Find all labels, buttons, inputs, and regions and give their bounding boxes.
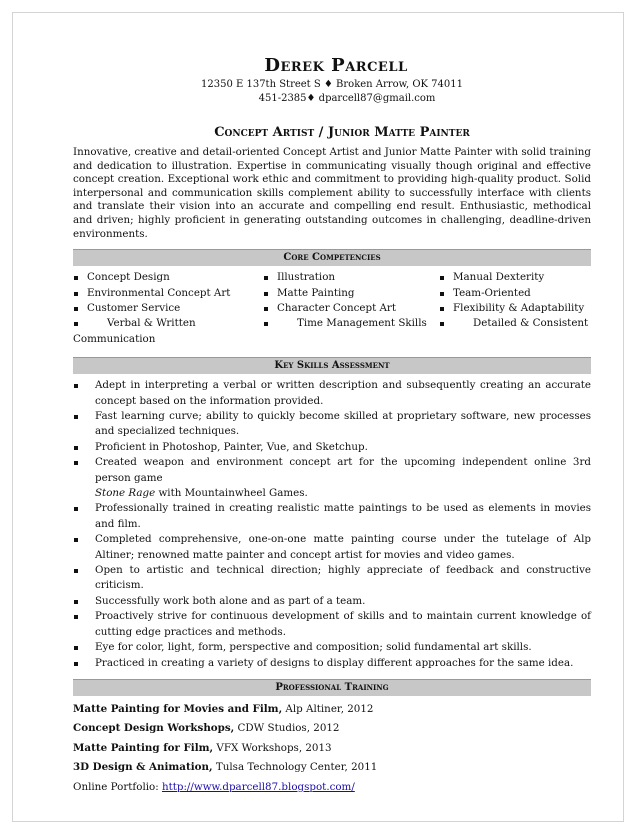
portfolio-label: Online Portfolio: (73, 780, 162, 793)
competencies-grid (73, 270, 591, 347)
competency-item-text: Detailed & Consistent (473, 317, 589, 330)
training-course: Matte Painting for Film, (73, 741, 214, 754)
training-item (73, 739, 591, 759)
competencies-heading: Core Competencies (73, 249, 591, 266)
address-line: 12350 E 137th Street S ♦ Broken Arrow, OK 74011 (201, 79, 463, 90)
competency-item: Concept Design (73, 270, 263, 285)
training-list (73, 700, 591, 798)
document-page (12, 12, 624, 822)
role-title: Concept Artist / Junior Matte Painter (214, 125, 470, 140)
training-detail: Alp Altiner, 2012 (282, 702, 374, 715)
skill-item-text: Created weapon and environment concept art for the upcoming independent online 3rd person game (95, 456, 591, 484)
game-title: Stone Rage (95, 487, 156, 500)
training-detail: Tulsa Technology Center, 2011 (212, 761, 378, 774)
competency-item: Team-Oriented (439, 286, 591, 301)
competency-item: Illustration (263, 270, 439, 285)
training-course: Matte Painting for Movies and Film, (73, 702, 283, 715)
skill-item: Proactively strive for continuous development of skills and to maintain current knowledge of cutting edge practices and methods. (73, 609, 591, 640)
training-heading: Professional Training (73, 679, 591, 696)
skill-item-text: with Mountainwheel Games. (155, 487, 308, 500)
skill-item: Open to artistic and technical direction; highly appreciate of feedback and constructive criticism. (73, 563, 591, 594)
candidate-name: Derek Parcell (264, 55, 408, 76)
training-course: 3D Design & Animation, (73, 761, 213, 774)
competency-item-wrap: Communication (73, 332, 156, 345)
skills-list (73, 378, 591, 671)
competency-item-text: Time Management Skills (297, 317, 427, 330)
training-item (73, 758, 591, 778)
competency-item: Manual Dexterity (439, 270, 591, 285)
competency-item: Customer Service (73, 301, 263, 316)
phone-email-line: 451-2385♦ dparcell87@gmail.com (258, 93, 436, 104)
competency-item: Flexibility & Adaptability (439, 301, 591, 316)
contact-block (73, 78, 591, 106)
skill-item: Proficient in Photoshop, Painter, Vue, and Sketchup. (73, 440, 591, 455)
competency-item (263, 316, 439, 331)
skill-item: Fast learning curve; ability to quickly become skilled at proprietary software, new processes and specialized techniques. (73, 409, 591, 440)
skill-item: Successfully work both alone and as part of a team. (73, 594, 591, 609)
resume-content (73, 55, 591, 797)
competency-item: Environmental Concept Art (73, 286, 263, 301)
skill-item: Professionally trained in creating realistic matte paintings to be used as elements in movies and film. (73, 501, 591, 532)
competencies-column-2 (263, 270, 439, 347)
training-item (73, 700, 591, 720)
skill-item: Practiced in creating a variety of designs to display different approaches for the same idea. (73, 656, 591, 671)
skill-item: Adept in interpreting a verbal or written description and subsequently creating an accurate concept based on the information provided. (73, 378, 591, 409)
competency-item: Matte Painting (263, 286, 439, 301)
competency-item: Character Concept Art (263, 301, 439, 316)
training-course: Concept Design Workshops, (73, 722, 235, 735)
skill-item: Eye for color, light, form, perspective and composition; solid fundamental art skills. (73, 640, 591, 655)
skills-heading: Key Skills Assessment (73, 357, 591, 374)
training-item (73, 719, 591, 739)
skill-item: Completed comprehensive, one-on-one matte painting course under the tutelage of Alp Altiner; renowned matte painter and concept artist for movies and video games. (73, 532, 591, 563)
summary-paragraph: Innovative, creative and detail-oriented Concept Artist and Junior Matte Painter with solid training and dedication to illustration. Expertise in communicating visually though original and effective concept creation. Exceptional work ethic and commitment to providing high-quality product. Solid interpersonal and communication skills complement ability to successfully interface with clients and translate their vision into an accurate and compelling end result. Enthusiastic, methodical and driven; highly proficient in generating outstanding outcomes in challenging, deadline-driven environments. (73, 146, 591, 240)
portfolio-link[interactable]: http://www.dparcell87.blogspot.com/ (161, 780, 355, 793)
competencies-column-1 (73, 270, 263, 347)
portfolio-line (73, 778, 591, 798)
competency-item (439, 316, 591, 331)
competency-item (73, 316, 263, 347)
skill-item (73, 455, 591, 501)
training-detail: CDW Studios, 2012 (234, 722, 340, 735)
training-detail: VFX Workshops, 2013 (213, 741, 332, 754)
competency-item-text: Verbal & Written (107, 317, 196, 330)
competencies-column-3 (439, 270, 591, 347)
